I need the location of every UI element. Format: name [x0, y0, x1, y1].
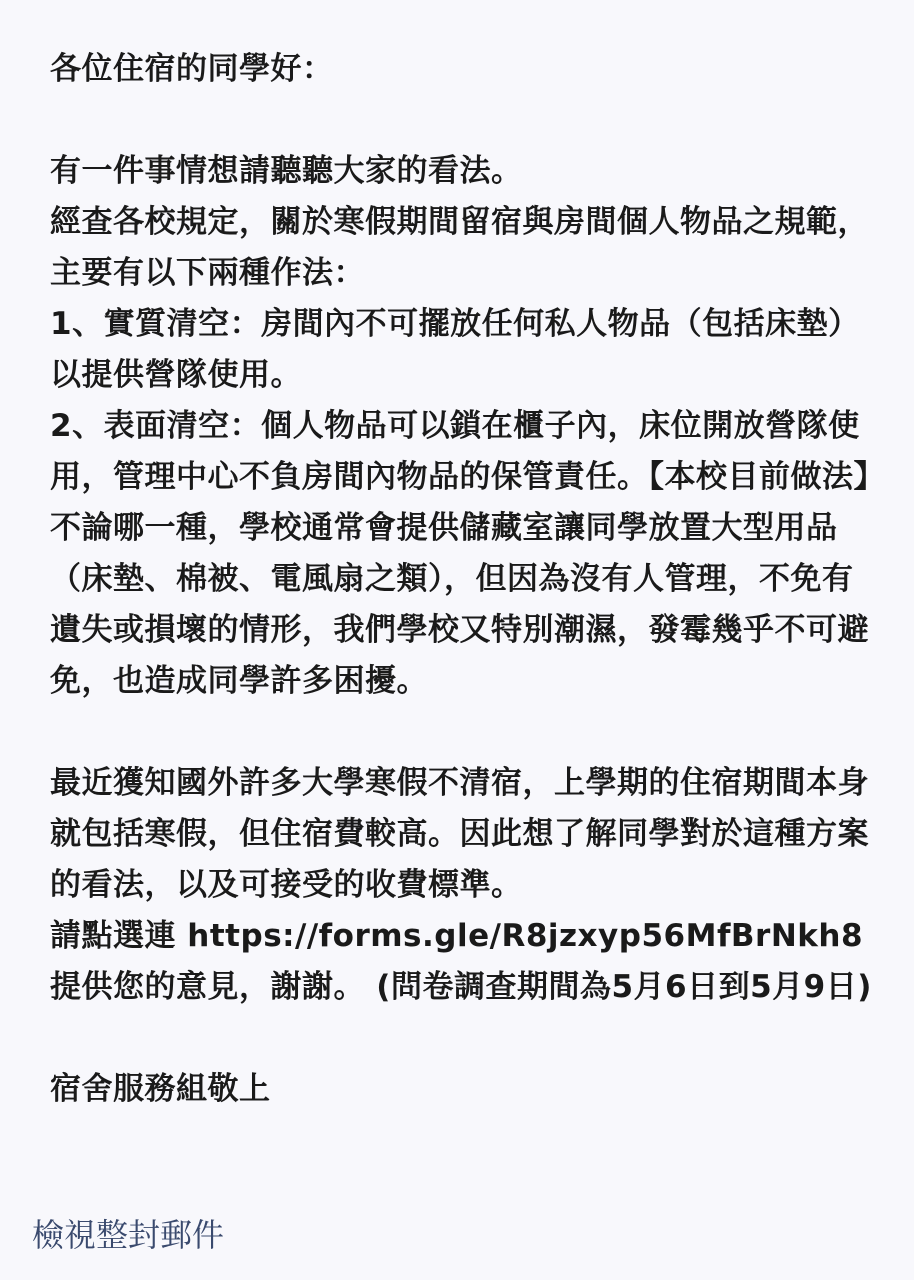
blank-line [50, 1013, 880, 1064]
intro-line: 有一件事情想請聽聽大家的看法。 [50, 153, 523, 189]
email-body [50, 44, 885, 1115]
option-2: 2、表面清空：個人物品可以鎖在櫃子內，床位開放營隊使用，管理中心不負房間內物品的保管責任。【本校目前做法】 [50, 408, 885, 495]
blank-line [50, 707, 880, 758]
rules-line: 經查各校規定，關於寒假期間留宿與房間個人物品之規範，主要有以下兩種作法： [50, 204, 869, 291]
proposal-line: 最近獲知國外許多大學寒假不清宿，上學期的住宿期間本身就包括寒假，但住宿費較高。因此想了解同學對於這種方案的看法，以及可接受的收費標準。 [50, 765, 869, 903]
option-1: 1、實質清空：房間內不可擺放任何私人物品（包括床墊）以提供營隊使用。 [50, 306, 860, 393]
storage-note: 不論哪一種，學校通常會提供儲藏室讓同學放置大型用品（床墊、棉被、電風扇之類），但因為沒有人管理，不免有遺失或損壞的情形，我們學校又特別潮濕，發霉幾乎不可避免，也造成同學許多困擾。 [50, 510, 869, 699]
signature: 宿舍服務組敬上 [50, 1071, 271, 1107]
survey-link-line[interactable]: 請點選連 https://forms.gle/R8jzxyp56MfBrNkh8 提供您的意見，謝謝。 (問卷調查期間為5月6日到5月9日) [50, 918, 875, 1005]
blank-line [50, 95, 880, 146]
view-full-email-link[interactable]: 檢視整封郵件 [32, 1216, 225, 1254]
greeting: 各位住宿的同學好： [50, 51, 334, 87]
